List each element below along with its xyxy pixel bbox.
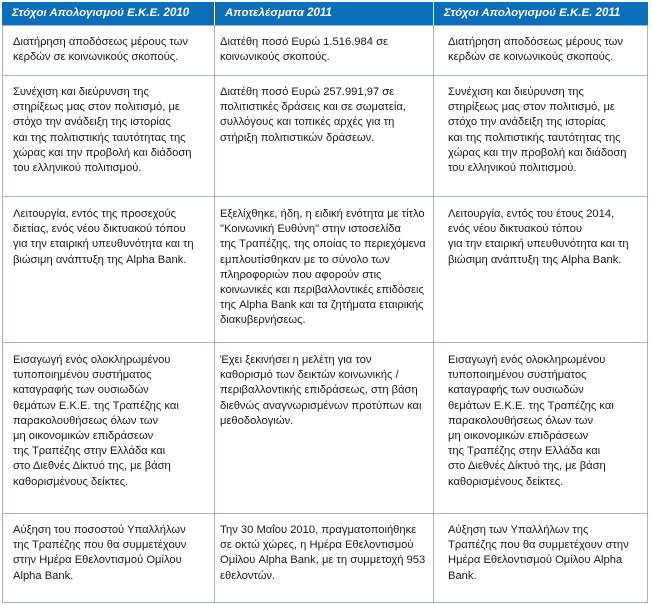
cell-text-line: κερδών σε κοινωνικούς σκοπούς.: [13, 51, 179, 64]
cell-text-line: Bank.: [448, 569, 477, 582]
cell-text-line: τυποποιημένου συστήματος: [448, 369, 587, 382]
cell-text-line: καθορισμό των δεικτών κοινωνικής /: [220, 369, 399, 382]
cell-text-line: Εισαγωγή ενός ολοκληρωμένου: [13, 354, 171, 366]
cell-text-line: πληροφοριών που αφορούν στις: [220, 268, 382, 281]
table-cell-result-2011: [220, 35, 425, 65]
cell-text-line: για την εταιρική υπευθυνότητα και τη: [448, 238, 629, 251]
cell-text-line: Την 30 Μαΐου 2010, πραγματοποιήθηκε: [220, 524, 417, 536]
cell-text-line: μεθοδολογιών.: [220, 414, 294, 427]
cell-text-line: στο Διεθνές Δίκτυό της, με βάση: [13, 460, 171, 473]
row-divider: [2, 75, 648, 76]
cell-text-line: στόχο την ανάδειξη της ιστορίας: [13, 116, 171, 129]
table-cell-target-2011: [448, 207, 640, 268]
cell-text-line: Διατέθη ποσό Ευρώ 1.516.984 σε: [220, 36, 388, 48]
cell-text-line: διακυβερνήσεως.: [220, 314, 306, 327]
row-divider: [2, 196, 648, 197]
cell-text-line: θεμάτων Ε.Κ.Ε. της Τραπέζης και: [448, 399, 614, 412]
cell-text-line: Λειτουργία, εντός του έτους 2014,: [448, 208, 615, 220]
table-header-row: [2, 2, 648, 25]
cell-text-line: Αύξηση των Υπαλλήλων της: [448, 524, 589, 536]
cell-text-line: καταγραφής των ουσιωδών: [448, 384, 584, 397]
cell-text-line: θεμάτων Ε.Κ.Ε. της Τραπέζης και: [13, 399, 179, 412]
cell-text-line: "Κοινωνική Ευθύνη" στην ιστοσελίδα: [220, 223, 401, 236]
cell-text-line: Συνέχιση και διεύρυνση της: [448, 86, 584, 98]
cell-text-line: καθορισμένους δείκτες.: [13, 475, 129, 488]
cell-text-line: Τραπέζης που θα συμμετέχουν στην: [448, 539, 629, 552]
cell-text-line: της Τραπέζης που θα συμμετέχουν: [13, 539, 187, 552]
table-cell-result-2011: [220, 523, 425, 584]
cell-text-line: στηρίξεως μας στον πολιτισμό, με: [448, 101, 615, 114]
targets-results-table: [2, 2, 648, 603]
cell-text-line: παρακολουθήσεως όλων των: [13, 414, 159, 427]
cell-text-line: Διατέθη ποσό Ευρώ 257.991,97 σε: [220, 86, 395, 98]
cell-text-line: κοινωνικές και περιβαλλοντικές επιδόσεις: [220, 284, 424, 297]
table-cell-result-2011: [220, 353, 425, 429]
cell-text-line: ενός νέου δικτυακού τόπου: [448, 223, 582, 236]
cell-text-line: διετίας, ενός νέου δικτυακού τόπου: [13, 223, 186, 236]
cell-text-line: καταγραφής των ουσιωδών: [13, 384, 149, 397]
cell-text-line: Alpha Bank.: [13, 569, 74, 582]
table-cell-result-2011: [220, 207, 425, 329]
cell-text-line: στηρίξεως μας στον πολιτισμό, με: [13, 101, 180, 114]
cell-text-line: βιώσιμη ανάπτυξη της Alpha Bank.: [448, 253, 622, 266]
row-divider: [2, 513, 648, 514]
cell-text-line: της Alpha Bank και τα ζητήματα εταιρικής: [220, 299, 424, 312]
cell-text-line: στην Ημέρα Εθελοντισμού Ομίλου: [13, 554, 182, 567]
table-cell-target-2010: [13, 35, 205, 65]
cell-text-line: για την εταιρική υπευθυνότητα και τη: [13, 238, 194, 251]
table-cell-target-2010: [13, 353, 205, 490]
column-divider: [214, 25, 215, 603]
row-divider: [2, 342, 648, 343]
cell-text-line: κοινωνικούς σκοπούς.: [220, 51, 330, 64]
cell-text-line: της Τραπέζης, της οποίας το περιεχόμενα: [220, 238, 426, 251]
cell-text-line: στόχο την ανάδειξη της ιστορίας: [448, 116, 606, 129]
cell-text-line: Συνέχιση και διεύρυνση της: [13, 86, 149, 98]
cell-text-line: καθορισμένους δείκτες.: [448, 475, 564, 488]
cell-text-line: εθελοντών.: [220, 569, 276, 582]
table-cell-target-2011: [448, 85, 640, 176]
cell-text-line: Ομίλου Alpha Bank, με τη συμμετοχή 953: [220, 554, 426, 567]
cell-text-line: περιβαλλοντικής επιδράσεως, στη βάση: [220, 384, 418, 397]
cell-text-line: στο Διεθνές Δίκτυό της, με βάση: [448, 460, 606, 473]
cell-text-line: παρακολουθήσεως όλων των: [448, 414, 594, 427]
cell-text-line: στήριξη πολιτιστικών δράσεων.: [220, 131, 375, 144]
cell-text-line: Ημέρα Εθελοντισμού Ομίλου Alpha: [448, 554, 623, 567]
cell-text-line: Διατήρηση αποδόσεως μέρους των: [13, 36, 188, 48]
header-targets-2011: Στόχοι Απολογισμού Ε.Κ.Ε. 2011: [444, 7, 621, 19]
column-divider: [433, 25, 434, 603]
cell-text-line: Διατήρηση αποδόσεως μέρους των: [448, 36, 623, 48]
cell-text-line: και της πολιτιστικής ταυτότητας της: [448, 131, 621, 144]
cell-text-line: κερδών σε κοινωνικούς σκοπούς.: [448, 51, 614, 64]
table-cell-target-2011: [448, 523, 640, 584]
cell-text-line: του ελληνικού πολιτισμού.: [13, 162, 142, 175]
cell-text-line: Αύξηση του ποσοστού Υπαλλήλων: [13, 524, 186, 536]
cell-text-line: χώρας και την προβολή και διάδοση: [13, 146, 192, 159]
cell-text-line: χώρας και την προβολή και διάδοση: [448, 146, 627, 159]
table-cell-target-2011: [448, 35, 640, 65]
cell-text-line: τυποποιημένου συστήματος: [13, 369, 152, 382]
table-cell-target-2010: [13, 207, 205, 268]
cell-text-line: συλλόγους και τοπικές αρχές για τη: [220, 116, 395, 129]
cell-text-line: του ελληνικού πολιτισμού.: [448, 162, 577, 175]
cell-text-line: της Τραπέζης στην Ελλάδα και: [448, 445, 601, 458]
cell-text-line: Έχει ξεκινήσει η μελέτη για τον: [220, 354, 372, 366]
cell-text-line: Εισαγωγή ενός ολοκληρωμένου: [448, 354, 606, 366]
cell-text-line: της Τραπέζης στην Ελλάδα και: [13, 445, 166, 458]
cell-text-line: Λειτουργία, εντός της προσεχούς: [13, 208, 177, 220]
cell-text-line: πολιτιστικές δράσεις και σε σωματεία,: [220, 101, 406, 114]
table-cell-target-2010: [13, 85, 205, 176]
table-cell-target-2010: [13, 523, 205, 584]
table-cell-target-2011: [448, 353, 640, 490]
cell-text-line: μη οικονομικών επιδράσεων: [448, 430, 589, 443]
header-targets-2010: Στόχοι Απολογισμού Ε.Κ.Ε. 2010: [12, 7, 190, 19]
cell-text-line: εμπλουτίσθηκαν με το σύνολο των: [220, 253, 390, 266]
cell-text-line: μη οικονομικών επιδράσεων: [13, 430, 154, 443]
cell-text-line: διεθνώς αναγνωρισμένων προτύπων και: [220, 399, 422, 412]
cell-text-line: βιώσιμη ανάπτυξη της Alpha Bank.: [13, 253, 187, 266]
header-results-2011: Αποτελέσματα 2011: [225, 7, 332, 19]
table-cell-result-2011: [220, 85, 425, 146]
cell-text-line: Εξελίχθηκε, ήδη, η ειδική ενότητα με τίτλο: [220, 208, 425, 220]
cell-text-line: και της πολιτιστικής ταυτότητας της: [13, 131, 186, 144]
cell-text-line: σε οκτώ χώρες, η Ημέρα Εθελοντισμού: [220, 539, 414, 552]
